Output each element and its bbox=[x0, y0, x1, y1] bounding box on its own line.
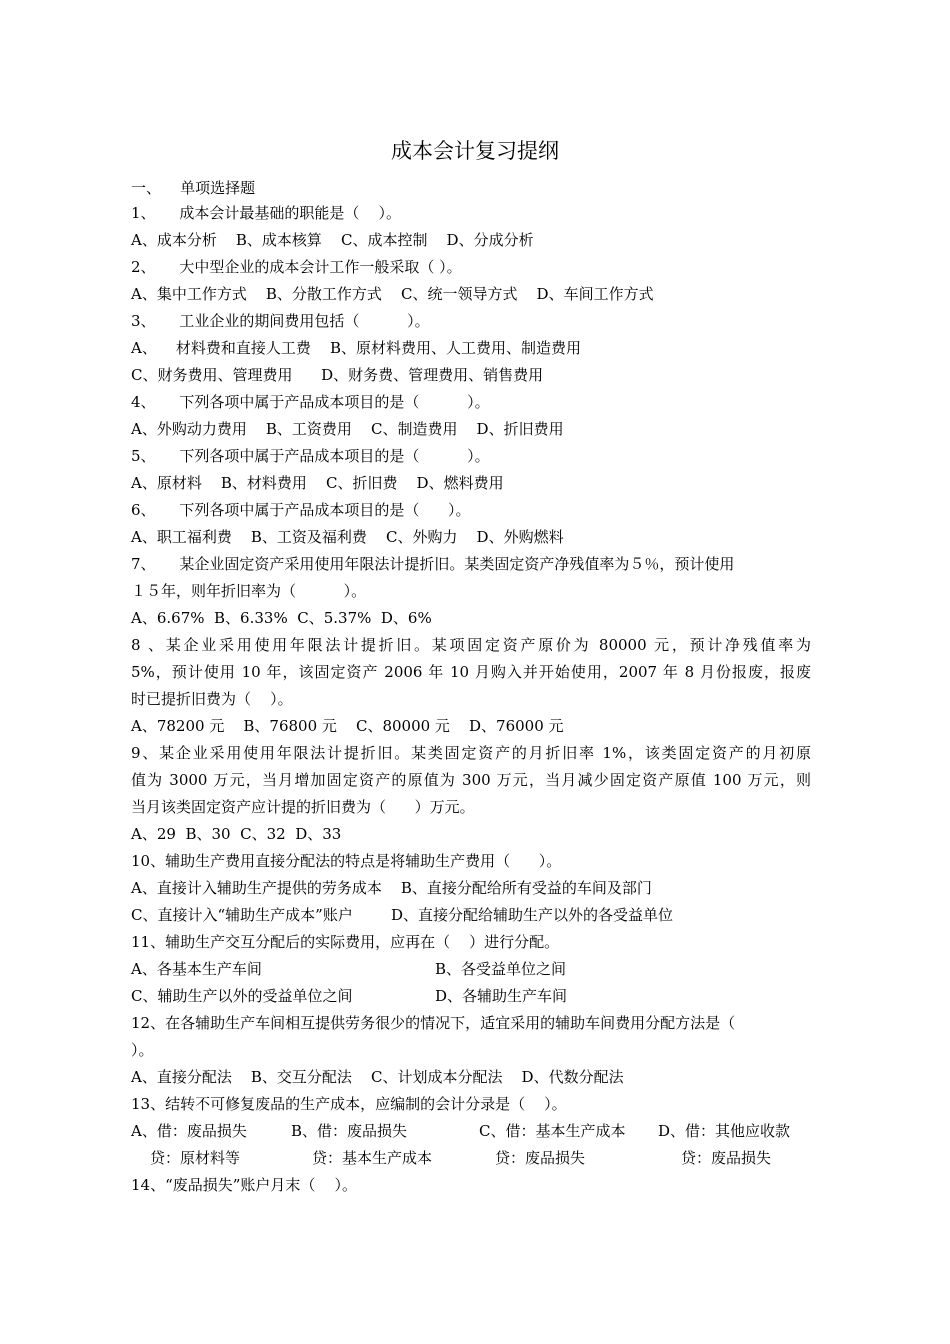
question-4: 4、 下列各项中属于产品成本项目的是（ ）。 bbox=[131, 393, 490, 411]
question-12-line-2: ）。 bbox=[131, 1041, 154, 1059]
option-d: D、各辅助生产车间 bbox=[435, 987, 568, 1005]
question-3-options-b: C、财务费用、管理费用 D、财务费、管理费用、销售费用 bbox=[131, 366, 544, 384]
question-11: 11、辅助生产交互分配后的实际费用，应再在（ ）进行分配。 bbox=[131, 933, 560, 951]
question-10-options-a: A、直接计入辅助生产提供的劳务成本 B、直接分配给所有受益的车间及部门 bbox=[131, 879, 652, 897]
question-1-options: A、成本分析 B、成本核算 C、成本控制 D、分成分析 bbox=[131, 231, 534, 249]
question-2: 2、 大中型企业的成本会计工作一般采取（ ）。 bbox=[131, 258, 462, 276]
question-12-line-1: 12、在各辅助生产车间相互提供劳务很少的情况下，适宜采用的辅助车间费用分配方法是（ bbox=[131, 1014, 736, 1032]
question-11-options-row-1 bbox=[131, 957, 811, 981]
question-1: 1、 成本会计最基础的职能是（ ）。 bbox=[131, 204, 401, 222]
question-6: 6、 下列各项中属于产品成本项目的是（ ）。 bbox=[131, 501, 471, 519]
question-2-options: A、集中工作方式 B、分散工作方式 C、统一领导方式 D、车间工作方式 bbox=[131, 285, 654, 303]
question-9-options: A、29 B、30 C、32 D、33 bbox=[131, 825, 342, 843]
option-a-credit: 贷：原材料等 bbox=[150, 1149, 241, 1167]
option-a-debit: A、借：废品损失 bbox=[131, 1122, 247, 1140]
question-12-options: A、直接分配法 B、交互分配法 C、计划成本分配法 D、代数分配法 bbox=[131, 1068, 624, 1086]
page-title: 成本会计复习提纲 bbox=[391, 139, 559, 163]
option-d-debit: D、借：其他应收款 bbox=[658, 1122, 791, 1140]
question-8-line-1: 8 、某企业采用使用年限法计提折旧。某项固定资产原价为 80000 元，预计净残值率为 bbox=[131, 636, 811, 654]
question-3-options-a: A、 材料费和直接人工费 B、原材料费用、人工费用、制造费用 bbox=[131, 339, 582, 357]
question-13-credit-row bbox=[131, 1146, 811, 1170]
question-13: 13、结转不可修复废品的生产成本，应编制的会计分录是（ ）。 bbox=[131, 1095, 567, 1113]
question-5: 5、 下列各项中属于产品成本项目的是（ ）。 bbox=[131, 447, 490, 465]
question-10: 10、辅助生产费用直接分配法的特点是将辅助生产费用（ ）。 bbox=[131, 852, 562, 870]
question-7-options: A、6.67% B、6.33% C、5.37% D、6% bbox=[131, 609, 432, 627]
section-heading: 一、 单项选择题 bbox=[131, 179, 256, 197]
question-8-line-2: 5%，预计使用 10 年，该固定资产 2006 年 10 月购入并开始使用，2007 年 8 月份报废，报废 bbox=[131, 663, 811, 681]
question-6-options: A、职工福利费 B、工资及福利费 C、外购力 D、外购燃料 bbox=[131, 528, 564, 546]
option-d-credit: 贷：废品损失 bbox=[681, 1149, 772, 1167]
question-7-line-2: １５年，则年折旧率为（ ）。 bbox=[131, 582, 367, 600]
question-9-line-1: 9、某企业采用使用年限法计提折旧。某类固定资产的月折旧率 1%，该类固定资产的月初原 bbox=[131, 744, 811, 762]
question-9-line-2: 值为 3000 万元，当月增加固定资产的原值为 300 万元，当月减少固定资产原值 100 万元，则 bbox=[131, 771, 811, 789]
question-7-line-1: 7、 某企业固定资产采用使用年限法计提折旧。某类固定资产净残值率为５％，预计使用 bbox=[131, 555, 735, 573]
option-c-credit: 贷：废品损失 bbox=[495, 1149, 586, 1167]
option-b: B、各受益单位之间 bbox=[435, 960, 567, 978]
option-b-debit: B、借：废品损失 bbox=[291, 1122, 408, 1140]
option-b-credit: 贷：基本生产成本 bbox=[312, 1149, 433, 1167]
question-9-line-3: 当月该类固定资产应计提的折旧费为（ ）万元。 bbox=[131, 798, 475, 816]
option-c-debit: C、借：基本生产成本 bbox=[479, 1122, 626, 1140]
question-14: 14、“废品损失”账户月末（ ）。 bbox=[131, 1176, 357, 1194]
option-a: A、各基本生产车间 bbox=[131, 960, 262, 978]
question-11-options-row-2 bbox=[131, 984, 811, 1008]
question-10-options-b: C、直接计入“辅助生产成本”账户 D、直接分配给辅助生产以外的各受益单位 bbox=[131, 906, 673, 924]
option-c: C、辅助生产以外的受益单位之间 bbox=[131, 987, 353, 1005]
question-3: 3、 工业企业的期间费用包括（ ）。 bbox=[131, 312, 430, 330]
question-5-options: A、原材料 B、材料费用 C、折旧费 D、燃料费用 bbox=[131, 474, 504, 492]
question-13-debit-row bbox=[131, 1119, 811, 1143]
question-4-options: A、外购动力费用 B、工资费用 C、制造费用 D、折旧费用 bbox=[131, 420, 564, 438]
question-8-options: A、78200 元 B、76800 元 C、80000 元 D、76000 元 bbox=[131, 717, 564, 735]
question-8-line-3: 时已提折旧费为（ ）。 bbox=[131, 690, 293, 708]
